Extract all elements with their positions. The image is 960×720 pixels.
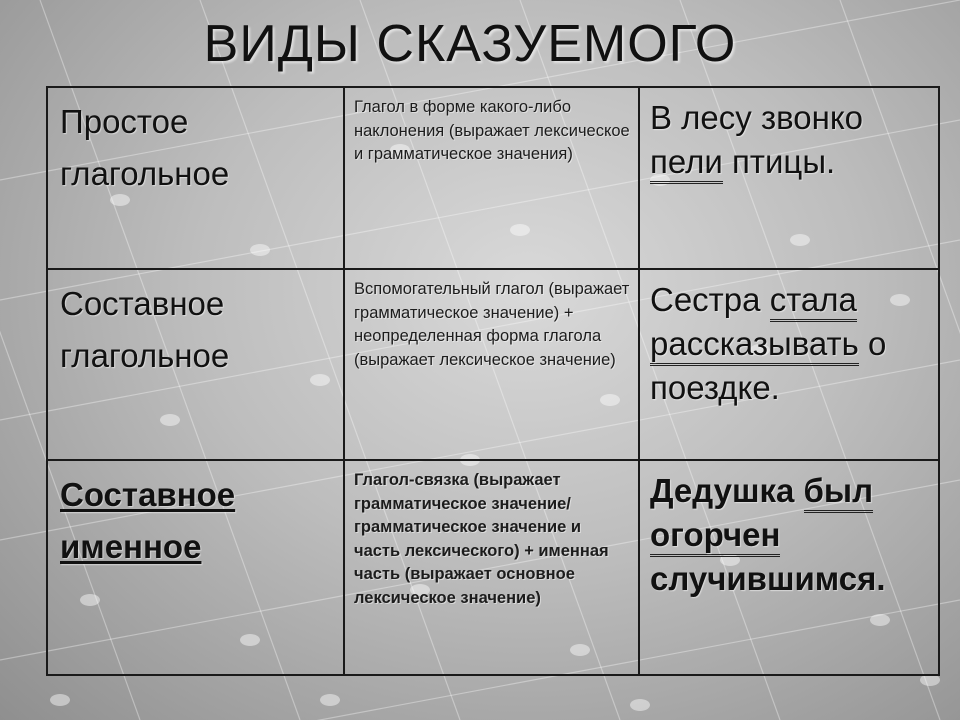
description-cell: [344, 87, 639, 269]
predicate-underlined: был огорчен: [650, 472, 873, 557]
table-row: [47, 269, 939, 460]
predicate-types-table: [46, 86, 940, 676]
example-cell: [639, 269, 939, 460]
example-sentence: [640, 88, 938, 184]
example-text: Сестра: [650, 281, 770, 318]
example-text: о поездке.: [650, 325, 887, 406]
description-text: Глагол-связка (выражает грамматическое значение/грамматическое значение и часть лексического) + именная часть (выражает основное лексическое значение): [354, 471, 609, 607]
example-text: случившимся.: [650, 560, 886, 597]
type-name-line: глагольное: [60, 337, 230, 374]
example-sentence: [640, 270, 938, 410]
example-text: птицы.: [722, 143, 836, 180]
type-name-line: именное: [60, 528, 202, 565]
type-name-line: глагольное: [60, 155, 230, 192]
type-cell: [47, 269, 344, 460]
type-name: [48, 88, 343, 200]
example-cell: [639, 460, 939, 675]
type-name: [48, 461, 343, 573]
type-name: [48, 270, 343, 382]
example-cell: [639, 87, 939, 269]
description-text: Глагол в форме какого-либо наклонения (выражает лексическое и грамматическое значения): [354, 98, 630, 163]
example-text: Дедушка: [650, 472, 804, 509]
type-name-line: Составное: [60, 476, 236, 513]
table-row: [47, 87, 939, 269]
page-title: ВИДЫ СКАЗУЕМОГО: [203, 15, 737, 73]
type-name-line: Простое: [60, 103, 189, 140]
type-cell: [47, 460, 344, 675]
description-cell: [344, 460, 639, 675]
table-row: [47, 460, 939, 675]
description-text: Вспомогательный глагол (выражает грамматическое значение) + неопределенная форма глагола (выражает лексическое значение): [354, 280, 630, 369]
description-cell: [344, 269, 639, 460]
type-name-line: Составное: [60, 285, 225, 322]
example-sentence: [640, 461, 938, 601]
type-cell: [47, 87, 344, 269]
predicate-underlined: пели: [650, 143, 723, 184]
predicate-underlined: стала рассказывать: [650, 281, 859, 366]
example-text: В лесу звонко: [650, 99, 863, 136]
